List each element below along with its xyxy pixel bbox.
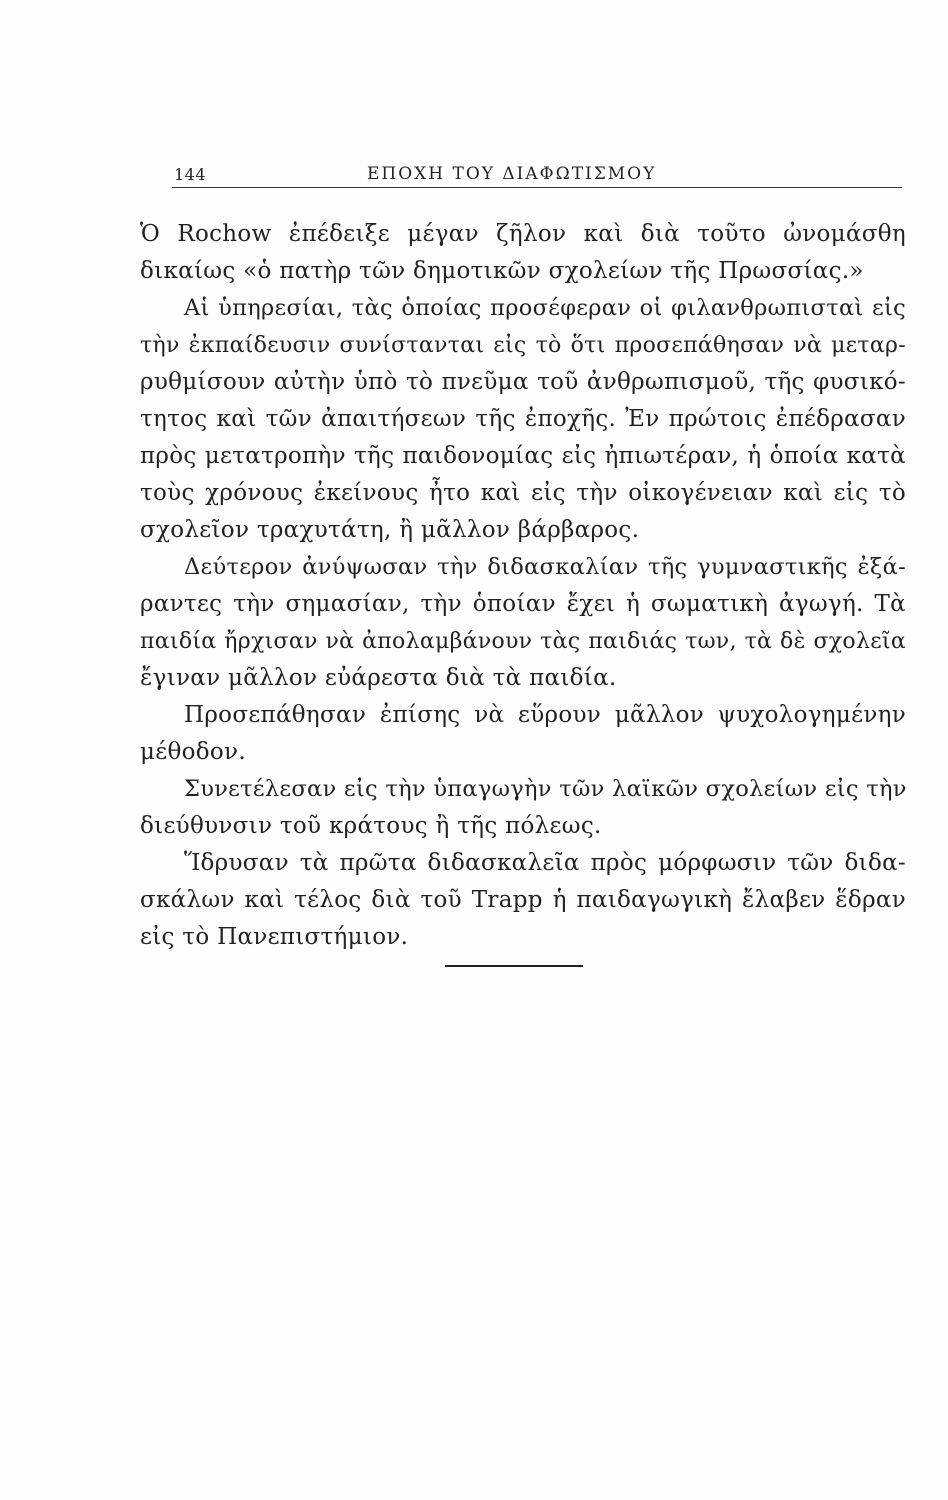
text-line: Ὁ Rochow ἐπέδειξε μέγαν ζῆλον καὶ διὰ τοῦτο ὠνομάσθη — [140, 221, 906, 247]
text-line: ἔγιναν μᾶλλον εὐάρεστα διὰ τὰ παιδία. — [140, 665, 617, 691]
section-end-rule — [445, 965, 583, 967]
text-line: πρὸς μετατροπὴν τῆς παιδονομίας εἰς ἠπιωτέραν, ἡ ὁποία κατὰ — [140, 443, 906, 469]
body-text — [140, 216, 906, 956]
paragraph-start-line: Δεύτερον ἀνύψωσαν τὴν διδασκαλίαν τῆς γυμναστικῆς ἐξά- — [184, 554, 906, 580]
running-head: ΕΠΟΧΗ ΤΟΥ ΔΙΑΦΩΤΙΣΜΟΥ — [367, 164, 657, 184]
paragraph-start-line: Προσεπάθησαν ἐπίσης νὰ εὕρουν μᾶλλον ψυχολογημένην — [184, 702, 906, 728]
text-line: τοὺς χρόνους ἐκείνους ἦτο καὶ εἰς τὴν οἰκογένειαν καὶ εἰς τὸ — [140, 480, 906, 506]
text-line: παιδία ἤρχισαν νὰ ἀπολαμβάνουν τὰς παιδιάς των, τὰ δὲ σχολεῖα — [140, 629, 906, 654]
text-line: τητος καὶ τῶν ἀπαιτήσεων τῆς ἐποχῆς. Ἐν πρώτοις ἐπέδρασαν — [140, 406, 906, 432]
paragraph-start-line: Συνετέλεσαν εἰς τὴν ὑπαγωγὴν τῶν λαϊκῶν σχολείων εἰς τὴν — [184, 776, 907, 802]
page-header — [172, 163, 902, 188]
paragraph-start-line: Ἵδρυσαν τὰ πρῶτα διδασκαλεῖα πρὸς μόρφωσιν τῶν διδα- — [184, 850, 906, 876]
paragraph-start-line: Αἱ ὑπηρεσίαι, τὰς ὁποίας προσέφεραν οἱ φιλανθρωπισταὶ εἰς — [184, 295, 906, 321]
text-line: διεύθυνσιν τοῦ κράτους ἢ τῆς πόλεως. — [140, 813, 602, 839]
text-line: ρυθμίσουν αὐτὴν ὑπὸ τὸ πνεῦμα τοῦ ἀνθρωπισμοῦ, τῆς φυσικό- — [140, 369, 906, 395]
text-line: τὴν ἐκπαίδευσιν συνίστανται εἰς τὸ ὅτι προσεπάθησαν νὰ μεταρ- — [140, 333, 906, 358]
text-line: σκάλων καὶ τέλος διὰ τοῦ Trapp ἡ παιδαγωγικὴ ἔλαβεν ἕδραν — [140, 887, 906, 913]
page-number: 144 — [174, 165, 207, 184]
text-line: εἰς τὸ Πανεπιστήμιον. — [140, 924, 409, 950]
text-line: μέθοδον. — [140, 739, 246, 765]
text-line: ραντες τὴν σημασίαν, τὴν ὁποίαν ἔχει ἡ σωματικὴ ἀγωγή. Τὰ — [140, 591, 906, 617]
text-line: δικαίως «ὁ πατὴρ τῶν δημοτικῶν σχολείων τῆς Πρωσσίας.» — [140, 258, 864, 284]
text-line: σχολεῖον τραχυτάτη, ἢ μᾶλλον βάρβαρος. — [140, 517, 640, 543]
